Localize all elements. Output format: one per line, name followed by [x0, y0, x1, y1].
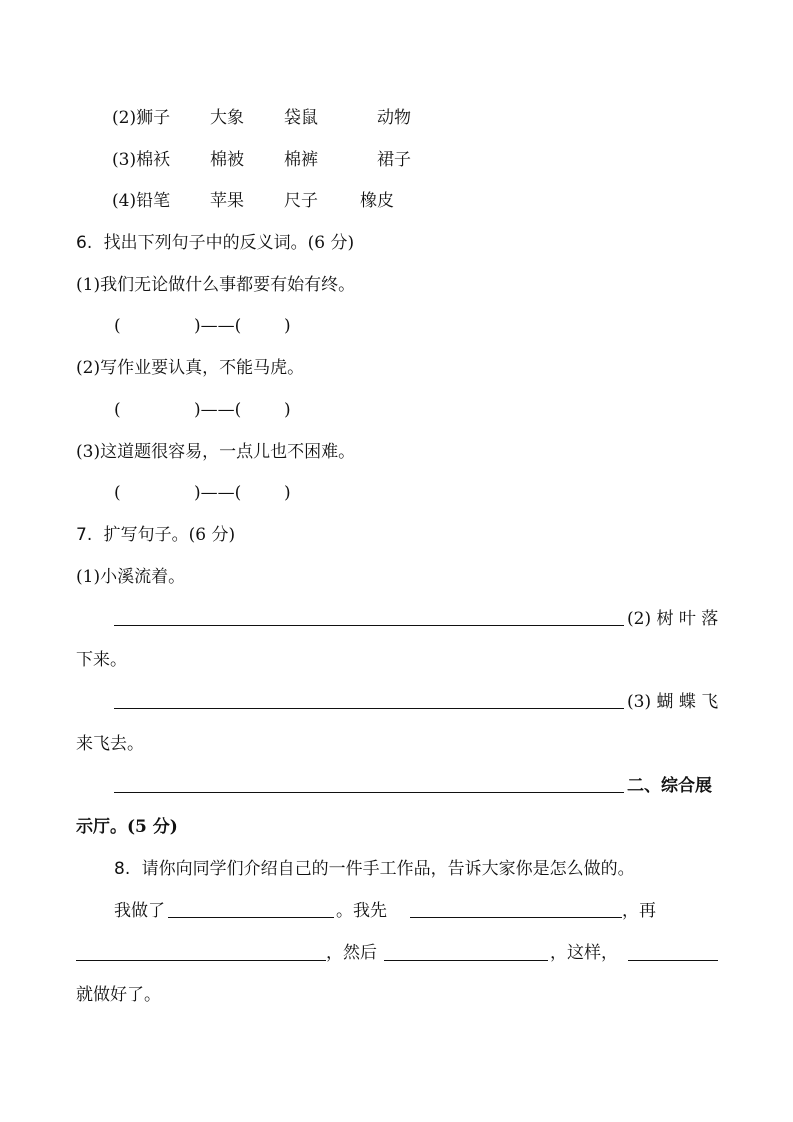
q8-text-5: ，这样， [550, 943, 618, 963]
q6-item-3: (3)这道题很容易，一点儿也不困难。 [76, 442, 356, 462]
q8-text-4: ，然后 [326, 943, 377, 963]
question-title: 请你向同学们介绍自己的一件手工作品，告诉大家你是怎么做的。 [141, 859, 635, 879]
paren-mid: )——( [194, 316, 242, 336]
section-2-heading-head: 二、综合展 [627, 776, 712, 796]
q7-item-1: (1)小溪流着。 [76, 567, 186, 587]
q6-item-2: (2)写作业要认真，不能马虎。 [76, 358, 305, 378]
q5-word: 棉裤 [284, 150, 318, 170]
antonym-pair-3 [114, 481, 291, 505]
paren-close: ) [284, 316, 291, 336]
q7-heading [76, 523, 235, 547]
q5-word: 大象 [210, 108, 244, 128]
question-title: 扩写句子。(6 分) [103, 525, 236, 545]
fill-blank-2[interactable] [410, 917, 622, 918]
q8-text-6: 就做好了。 [76, 985, 161, 1005]
paren-close: ) [284, 400, 291, 420]
q5-word: 尺子 [284, 191, 318, 211]
q5-word: 橡皮 [360, 191, 394, 211]
q8-text-1: 我做了 [114, 901, 165, 921]
q5-word: 袋鼠 [284, 108, 318, 128]
paren-open: ( [114, 400, 121, 420]
q7-item-2-tail: 下来。 [76, 650, 127, 670]
paren-close: ) [284, 483, 291, 503]
paren-mid: )——( [194, 400, 242, 420]
fill-blank-4[interactable] [384, 960, 548, 961]
word: 狮子 [136, 108, 171, 128]
q5-word: 动物 [377, 108, 411, 128]
answer-line-1[interactable] [114, 625, 624, 626]
question-number: 7. [76, 525, 93, 545]
word: 铅笔 [136, 191, 171, 211]
q6-heading [76, 231, 354, 255]
q7-item-2-head: (2) 树 叶 落 [627, 609, 719, 629]
row-number: (2) [112, 108, 137, 128]
q8-text-3: ，再 [622, 901, 656, 921]
q5-word: 苹果 [210, 191, 244, 211]
answer-line-3[interactable] [114, 792, 624, 793]
row-number: (4) [112, 191, 137, 211]
row-number: (3) [112, 150, 137, 170]
word: 棉袄 [136, 150, 171, 170]
antonym-pair-1 [114, 314, 291, 338]
fill-blank-5[interactable] [628, 960, 718, 961]
paren-open: ( [114, 483, 121, 503]
question-title: 找出下列句子中的反义词。(6 分) [103, 233, 355, 253]
paren-open: ( [114, 316, 121, 336]
q8-text-2: 。我先 [336, 901, 387, 921]
q6-item-1: (1)我们无论做什么事都要有始有终。 [76, 275, 356, 295]
q7-item-3-tail: 来飞去。 [76, 734, 144, 754]
q8-heading [114, 857, 635, 881]
q5-word: 裙子 [377, 150, 411, 170]
q5-row-4 [112, 189, 170, 213]
q5-row-3 [112, 148, 170, 172]
antonym-pair-2 [114, 398, 291, 422]
fill-blank-1[interactable] [168, 917, 334, 918]
answer-line-2[interactable] [114, 708, 624, 709]
q5-row-2 [112, 106, 194, 130]
question-number: 6. [76, 233, 93, 253]
question-number: 8. [114, 859, 131, 879]
fill-blank-3[interactable] [76, 960, 326, 961]
q5-word: 棉被 [210, 150, 244, 170]
paren-mid: )——( [194, 483, 242, 503]
q7-item-3-head: (3) 蝴 蝶 飞 [627, 692, 719, 712]
section-2-heading-tail: 示厅。(5 分) [76, 817, 178, 837]
